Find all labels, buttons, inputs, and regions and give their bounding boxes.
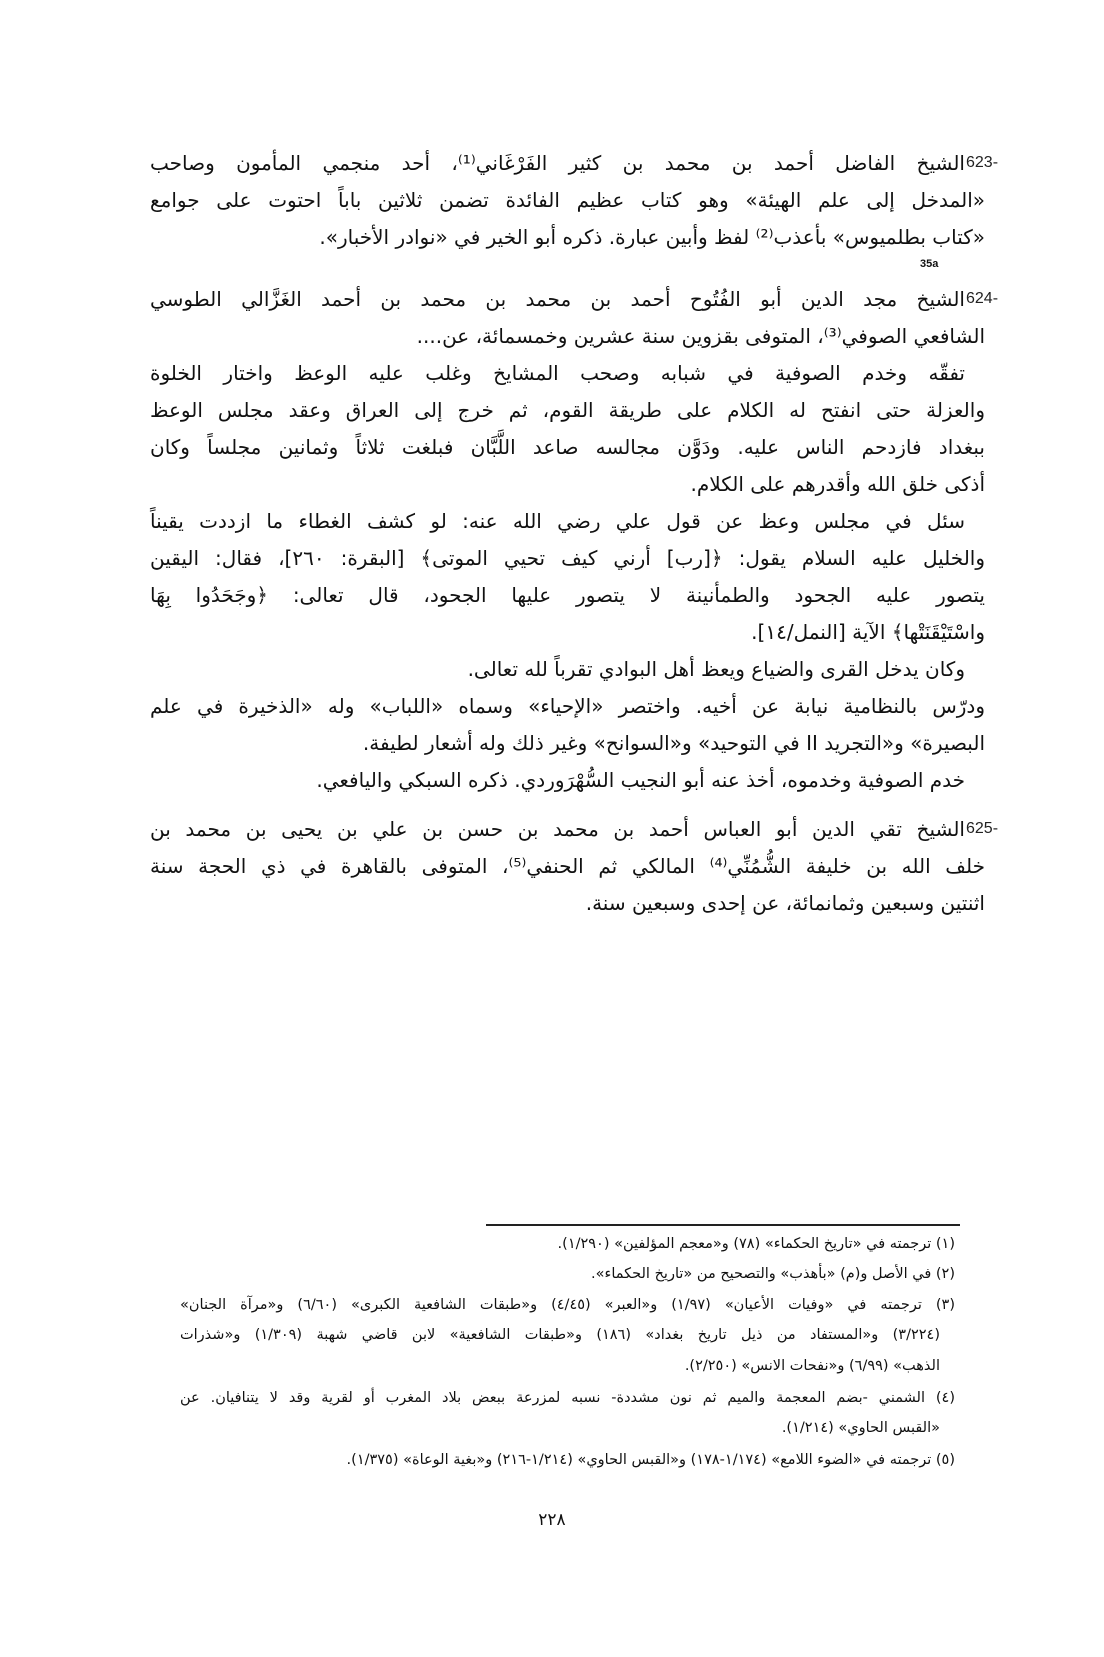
text-line: البصيرة» و«التجريد II في التوحيد» و«السوانح» وغير ذلك وله أشعار لطيفة. — [362, 731, 985, 755]
text-line: «كتاب بطلميوس» بأعذب⁽²⁾ لفظ وأبين عبارة. ذكره أبو الخير في «نوادر الأخبار». — [319, 225, 985, 249]
entry-number: 623- — [966, 154, 999, 171]
text-line: وكان يدخل القرى والضياع ويعظ أهل البوادي تقرباً لله تعالى. — [467, 657, 965, 681]
footnote: (٣) ترجمته في «وفيات الأعيان» (١/٩٧) و«العبر» (٤/٤٥) و«طبقات الشافعية الكبرى» (٦/٦٠) و«مرآة الجنان» — [180, 1297, 956, 1313]
entry-number: 624- — [966, 290, 999, 307]
footnote-separator — [486, 1224, 960, 1226]
text-line: ودرّس بالنظامية نيابة عن أخيه. واختصر «الإحياء» وسماه «اللباب» وله «الذخيرة في علم — [150, 694, 985, 718]
footnote: (٣/٢٢٤) و«المستفاد من ذيل تاريخ بغداد» (١٨٦) و«طبقات الشافعية» لابن قاضي شهبة (١/٣٠٩) و«شذرات — [180, 1327, 940, 1343]
footnote: «القبس الحاوي» (١/٢١٤). — [781, 1420, 940, 1436]
margin-marker: 35a — [920, 258, 939, 270]
footnote: (٢) في الأصل و(م) «بأهذب» والتصحيح من «تاريخ الحكماء». — [591, 1266, 955, 1282]
footnote: (٥) ترجمته في «الضوء اللامع» (١/١٧٤-١٧٨) و«القبس الحاوي» (١/٢١٤-٢١٦) و«بغية الوعاة» (١/٣٧٥). — [346, 1452, 955, 1468]
text-line: الشيخ مجد الدين أبو الفُتُوح أحمد بن محمد بن محمد بن أحمد الغَزَّالي الطوسي — [150, 287, 965, 311]
page-number: ٢٢٨ — [538, 1510, 566, 1530]
footnote: (٤) الشمني -بضم المعجمة والميم ثم نون مشددة- نسبه لمزرعة ببعض بلاد المغرب أو لقرية وقد لا يتنافيان. عن — [180, 1390, 955, 1406]
footnote: (١) ترجمته في «تاريخ الحكماء» (٧٨) و«معجم المؤلفين» (١/٢٩٠). — [557, 1236, 955, 1252]
text-line: الشيخ تقي الدين أبو العباس أحمد بن محمد بن حسن بن علي بن يحيى بن محمد بن — [150, 817, 965, 841]
text-line: الشيخ الفاضل أحمد بن محمد بن كثير الفَرْغَاني⁽¹⁾، أحد منجمي المأمون وصاحب — [150, 151, 965, 175]
text-line: سئل في مجلس وعظ عن قول علي رضي الله عنه: لو كشف الغطاء ما ازددت يقيناً — [150, 509, 965, 533]
text-line: خدم الصوفية وخدموه، أخذ عنه أبو النجيب السُّهْرَوردي. ذكره السبكي واليافعي. — [316, 768, 965, 792]
text-line: أذكى خلق الله وأقدرهم على الكلام. — [690, 472, 985, 496]
footnote: الذهب» (٦/٩٩) و«نفحات الانس» (٢/٢٥٠). — [684, 1358, 940, 1374]
text-line: تفقّه وخدم الصوفية في شبابه وصحب المشايخ وغلب عليه الوعظ واختار الخلوة — [150, 361, 965, 385]
text-line: واسْتَيْقَنَتْها﴾ الآية [النمل/١٤]. — [751, 620, 985, 644]
text-line: الشافعي الصوفي⁽³⁾، المتوفى بقزوين سنة عشرين وخمسمائة، عن.... — [416, 324, 985, 348]
entry-number: 625- — [966, 820, 999, 837]
text-line: ببغداد فازدحم الناس عليه. ودَوَّن مجالسه صاعد اللَّبَّان فبلغت ثلاثاً وثمانين مجلساً وكان — [150, 435, 985, 459]
text-line: اثنتين وسبعين وثمانمائة، عن إحدى وسبعين سنة. — [585, 891, 985, 915]
text-line: يتصور عليه الجحود والطمأنينة لا يتصور عليها الجحود، قال تعالى: ﴿وجَحَدُوا بِهَا — [150, 583, 985, 607]
text-line: والخليل عليه السلام يقول: ﴿[رب] أرني كيف تحيي الموتى﴾ [البقرة: ٢٦٠]، فقال: اليقين — [150, 546, 986, 570]
text-line: «المدخل إلى علم الهيئة» وهو كتاب عظيم الفائدة تضمن ثلاثين باباً احتوت على جوامع — [150, 188, 985, 212]
text-line: والعزلة حتى انفتح له الكلام على طريقة القوم، ثم خرج إلى العراق وعقد مجلس الوعظ — [150, 398, 985, 422]
text-line: خلف الله بن خليفة الشُّمُنِّي⁽⁴⁾ المالكي ثم الحنفي⁽⁵⁾، المتوفى بالقاهرة في ذي الحجة سنة — [150, 854, 985, 878]
